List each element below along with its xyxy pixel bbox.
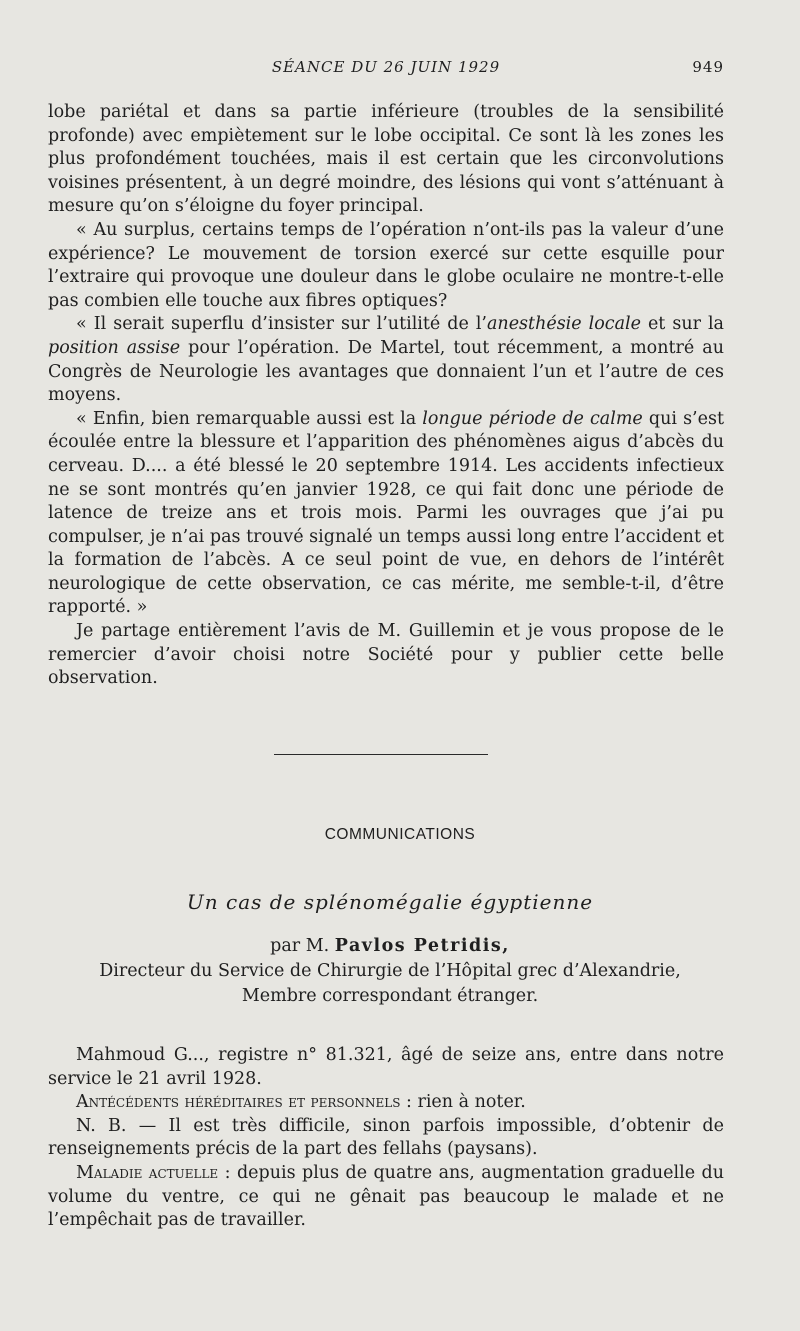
paragraph-text: « Au surplus, certains temps de l’opération n’ont-ils pas la valeur d’une expérience? Le mouvement de torsion exercé sur cette esquille pour l’extraire qui provoque une douleur dans le globe oculaire ne montre-t-elle pas combien elle touche aux fibres optiques? bbox=[48, 219, 724, 311]
text-run: « Enfin, bien remarquable aussi est la bbox=[76, 408, 423, 429]
author-line bbox=[0, 934, 780, 959]
paragraph: lobe pariétal et dans sa partie inférieure (troubles de la sensibilité profonde) avec empiètement sur le lobe occipital. Ce sont là les zones les plus profondément touchées, mais il est certain que les circonvolutions voisines présentent, à un degré moindre, des lésions qui vont s’atténuant à mesure qu’on s’éloigne du foyer principal. bbox=[48, 102, 724, 217]
affiliation-line: Directeur du Service de Chirurgie de l’Hôpital grec d’Alexandrie, bbox=[99, 961, 681, 981]
text-run: « Il serait superflu d’insister sur l’utilité de l’ bbox=[76, 314, 487, 335]
emphasis-text: anesthésie locale bbox=[487, 314, 641, 335]
paragraph-text: Je partage entièrement l’avis de M. Guillemin et je vous propose de le remercier d’avoir choisi notre Société pour y publier cette belle observation. bbox=[48, 621, 724, 689]
paragraph bbox=[48, 1044, 724, 1091]
paragraph bbox=[48, 620, 724, 691]
paragraph bbox=[48, 1091, 724, 1115]
running-head bbox=[48, 58, 724, 84]
rubric-label: Antécédents héréditaires et personnels bbox=[76, 1092, 401, 1113]
affiliation-line: Membre correspondant étranger. bbox=[241, 986, 539, 1006]
section-divider bbox=[274, 754, 488, 755]
author-name: Pavlos Petridis, bbox=[334, 936, 510, 956]
paragraph bbox=[48, 1162, 724, 1233]
emphasis-text: position assise bbox=[48, 337, 181, 358]
paragraph-text: N. B. — Il est très difficile, sinon parfois impossible, d’obtenir de renseignements précis de la part des fellahs (paysans). bbox=[48, 1115, 724, 1160]
section-heading: COMMUNICATIONS bbox=[324, 826, 476, 843]
paragraph bbox=[48, 219, 724, 313]
text-run: et sur la bbox=[640, 314, 724, 335]
running-head-title: SÉANCE DU 26 JUIN 1929 bbox=[271, 58, 501, 76]
page-number: 949 bbox=[692, 58, 724, 76]
article-title: Un cas de splénomégalie égyptienne bbox=[186, 890, 594, 914]
text-run: : depuis plus de quatre ans, augmentation graduelle du volume du ventre, ce qui ne gênait pas beaucoup le malade et ne l’empêchait pas de travailler. bbox=[48, 1162, 724, 1231]
byline-prefix: par M. bbox=[270, 936, 335, 956]
paragraph bbox=[48, 313, 724, 407]
emphasis-text: longue période de calme bbox=[422, 408, 643, 429]
article-body bbox=[48, 1044, 724, 1233]
text-run: : rien à noter. bbox=[400, 1092, 526, 1113]
byline bbox=[0, 934, 780, 1009]
continuation-text bbox=[48, 101, 724, 691]
text-run: pour l’opération. De Martel, tout récemment, a montré au Congrès de Neurologie les avantages que donnaient l’un et l’autre de ces moyens. bbox=[48, 337, 724, 406]
paragraph bbox=[48, 1115, 724, 1162]
paragraph-text: Mahmoud G..., registre n° 81.321, âgé de seize ans, entre dans notre service le 21 avril 1928. bbox=[48, 1045, 724, 1089]
text-run: qui s’est écoulée entre la blessure et l’apparition des phénomènes aigus d’abcès du cerveau. D.... a été blessé le 20 septembre 1914. Les accidents infectieux ne se sont montrés qu’en janvier 1928, ce qui fait donc une période de latence de treize ans et trois mois. Parmi les ouvrages que j’ai pu compulser, je n’ai pas trouvé signalé un temps aussi long entre l’accident et la formation de l’abcès. A ce seul point de vue, en dehors de l’intérêt neurologique de cette observation, ce cas mérite, me semble-t-il, d’être rapporté. » bbox=[48, 408, 724, 618]
paragraph bbox=[48, 408, 724, 620]
rubric-label: Maladie actuelle bbox=[76, 1162, 219, 1183]
